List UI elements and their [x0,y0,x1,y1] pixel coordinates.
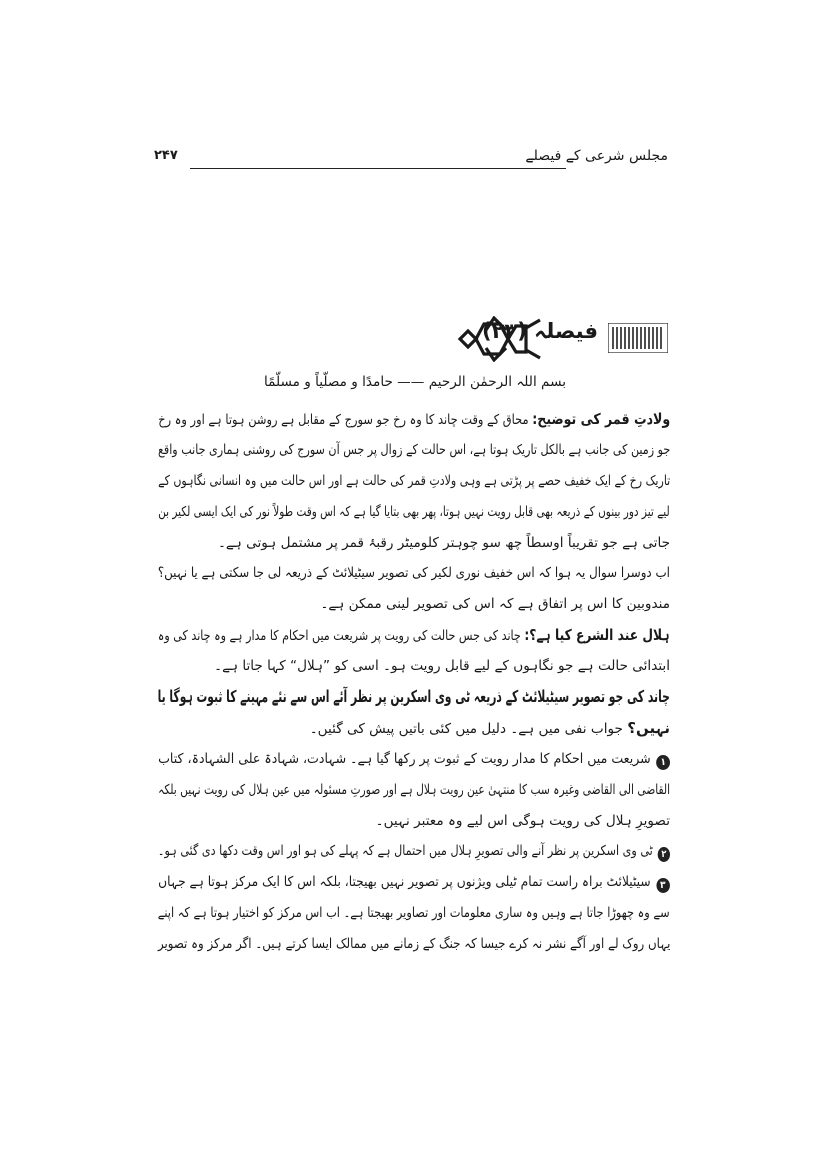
text-line: جو زمین کی جانب ہے بالکل تاریک ہوتا ہے، اس حالت کے زوال پر جس آن سورج کی روشنی ہماری جانب واقع [157,441,670,458]
text-line: القاضی الی القاضی وغیرہ سب کا منتہیٰ عین رویت ہلال ہے اور صورتِ مسئولہ میں عین ہلال کی رویت نہیں بلکہ [157,781,670,798]
section-heading: ولادتِ قمر کی توضیح: [531,410,670,428]
book-title: مجلس شرعی کے فیصلے [525,148,668,164]
running-header [152,146,668,180]
decision-body [158,404,670,960]
bismillah-line [160,372,670,392]
header-rule [190,168,566,169]
text-line: سے وہ چھوڑا جاتا ہے وہیں وہ ساری معلومات اور تصاویر بھیجتا ہے۔ اب اس مرکز کو اختیار ہوتا ہے کہ اپنے [158,905,670,922]
text-line: ابتدائی حالت ہے جو نگاہوں کے لیے قابل رویت ہو۔ اسی کو ”ہلال“ کہا جاتا ہے۔ [214,658,670,675]
point-number-badge: ۱ [656,755,670,770]
text-line: اب دوسرا سوال یہ ہوا کہ اس خفیف نوری لکیر کی تصویر سیٹیلائٹ کے ذریعہ لی جا سکتی ہے یا نہیں؟ [157,565,670,582]
section-heading: ہلال عند الشرع کیا ہے؟: [524,626,670,645]
text-line: ہلال عند الشرع کیا ہے؟: چاند کی جس حالت کی رویت پر شریعت میں احکام کا مدار ہے وہ چاند کی وہ [158,626,670,645]
point-1: ۱شریعت میں احکام کا مدار رویت کے ثبوت پر رکھا گیا ہے۔ شہادت، شہادۃ علی الشہادۃ، کتاب [158,749,670,770]
decision-title: فیصلہ (۲۳) [481,319,598,343]
geometric-ornament-icon [450,316,548,362]
text-line: مندوبین کا اس پر اتفاق ہے کہ اس کی تصویر لینی ممکن ہے۔ [320,596,670,613]
point-number-badge: ۲ [658,847,670,862]
decision-banner [450,312,670,364]
text-line: تصویرِ ہلال کی رویت ہوگی اس لیے وہ معتبر نہیں۔ [375,812,670,829]
text-line: لیے تیز دور بینوں کے ذریعہ بھی قابل رویت نہیں ہوتا، پھر بھی بتایا گیا ہے کہ اس وقت طولاً نور کی ایک ایسی لکیر بن [158,503,670,520]
point-2: ۲ٹی وی اسکرین پر نظر آنے والی تصویرِ ہلال میں احتمال ہے کہ پہلے کی ہو اور اس وقت دکھا دی گئی ہو۔ [158,841,670,862]
point-3: ۳سیٹیلائٹ براہ راست تمام ٹیلی ویژنوں پر تصویر نہیں بھیجتا، بلکہ اس کا ایک مرکز ہوتا ہے جہاں [159,872,670,893]
text-line: یہاں روک لے اور آگے نشر نہ کرے جیسا کہ جنگ کے زمانے میں ممالک ایسا کرتے ہیں۔ اگر مرکز وہ تصویر [157,936,670,953]
question-heading: چاند کی جو تصویر سیٹیلائٹ کے ذریعہ ٹی وی اسکرین پر نظر آئے اس سے نئے مہینے کا ثبوت ہوگا یا [157,687,670,707]
text-line: تاریک رخ کے ایک خفیف حصے پر پڑتی ہے وہی ولادتِ قمر کی حالت ہے اور اس حالت میں وہ انسانی نگاہوں کے [157,472,670,489]
point-number-badge: ۳ [656,878,670,893]
page-number: ۲۴۷ [154,148,178,163]
section-heading: نہیں؟ [627,718,670,737]
bismillah-text: بسم اللہ الرحمٰن الرحیم —— حامدًا و مصلّیاً و مسلّمًا [263,374,566,390]
text-line: ولادتِ قمر کی توضیح: محاق کے وقت چاند کا وہ رخ جو سورج کے مقابل ہے روشن ہوتا ہے اور وہ رخ [158,410,670,428]
banner-stripes-ornament [608,323,668,353]
text-line: نہیں؟ جواب نفی میں ہے۔ دلیل میں کئی باتیں پیش کی گئیں۔ [309,718,670,737]
text-line: جاتی ہے جو تقریباً اوسطاً چھ سو چوہتر کلومیٹر رقبۂ قمر پر مشتمل ہوتی ہے۔ [217,534,670,551]
